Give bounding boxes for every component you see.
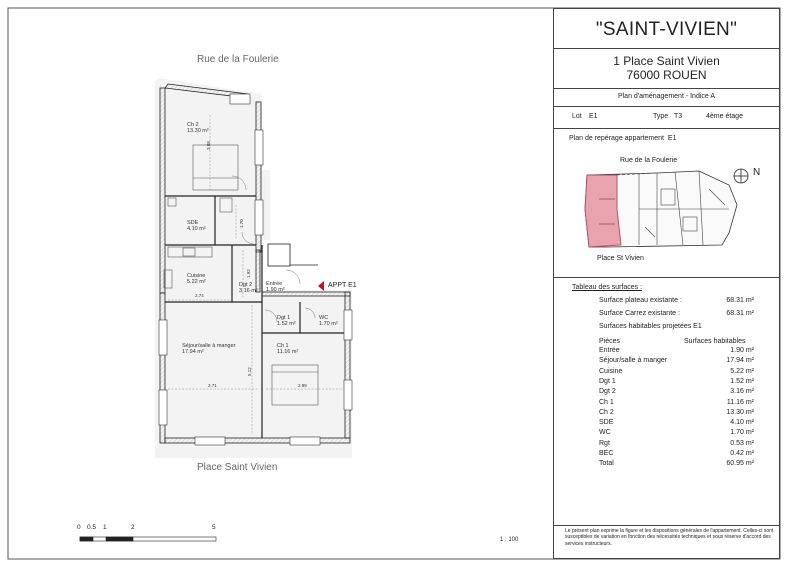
surface-row-value: 1.90 m² (730, 347, 754, 354)
location-plan-label: Plan de repérage appartement E1 (569, 135, 677, 142)
dim-ch2: 3.88 (206, 141, 211, 150)
dim-sejour: 3.71 (208, 383, 217, 388)
project-title: "SAINT-VIVIEN" (595, 19, 738, 40)
surface-row-piece: Dgt 2 (599, 388, 616, 396)
plateau-label: Surface plateau existante : (599, 297, 682, 304)
mini-street-bottom: Place St Vivien (597, 255, 644, 262)
surface-row-piece: Rgt (599, 439, 610, 447)
surface-row-value: 1.52 m² (730, 377, 754, 385)
address-line1: 1 Place Saint Vivien (613, 54, 720, 68)
north-label: N (753, 167, 761, 178)
mini-street-top: Rue de la Foulerie (620, 157, 678, 164)
dim-height: 5.12 (247, 367, 252, 376)
surface-row-value: 4.10 m² (730, 419, 754, 427)
surface-row-piece: Entrée (599, 347, 620, 354)
surface-row-piece: Dgt 1 (599, 377, 616, 385)
address-row (554, 49, 779, 89)
scale-tick-2: 2 (131, 524, 135, 531)
dim-dgt2: 1.92 (246, 269, 251, 278)
lot-value: E1 (589, 113, 598, 120)
plateau-value: 68.31 m² (726, 297, 754, 304)
room-label-dgt1: Dgt 1 1.52 m² (277, 315, 296, 328)
scale-tick-0: 0 (77, 524, 81, 531)
scale-tick-05: 0.5 (87, 524, 97, 531)
title-row (554, 9, 779, 49)
scale-ratio: 1 : 100 (500, 537, 519, 543)
street-bottom-label: Place Saint Vivien (197, 462, 278, 473)
plan-type-row (554, 89, 779, 107)
col-pieces: Pièces (599, 338, 621, 345)
footnote-divider (554, 525, 779, 526)
location-plan-row (554, 129, 779, 278)
surface-row-value: 0.53 m² (730, 439, 754, 447)
lot-label: Lot (572, 113, 582, 120)
appt-marker-label: APPT E1 (328, 282, 357, 289)
surface-row-piece: Ch 2 (599, 408, 614, 416)
room-label-dgt2: Dgt 2 3.16 m² (239, 282, 258, 295)
total-label: Total (599, 460, 614, 467)
carrez-value: 68.31 m² (726, 310, 754, 317)
surfaces-heading: Tableau des surfaces : (572, 284, 643, 291)
plan-type: Plan d'aménagement - Indice A (617, 93, 716, 100)
floor-label: 4ème étage (706, 113, 743, 120)
surface-row-value: 11.16 m² (726, 398, 754, 406)
north-arrow-icon (732, 167, 750, 185)
surface-row-value: 0.42 m² (730, 450, 754, 457)
type-label: Type (653, 113, 669, 120)
room-label-ch2: Ch 2 13.30 m² (187, 122, 209, 135)
total-value: 60.95 m² (726, 460, 754, 467)
surface-row-value: 3.16 m² (730, 388, 754, 396)
col-surfaces: Surfaces habitables (684, 338, 746, 345)
title-block (553, 8, 780, 559)
footnote: Le présent plan exprime la figure et les dispositions générales de l'appartement. Celles-ci sont susceptibles de variation en fonction des nécessités techniques et sous réserve d'accord des services instructeurs. (565, 528, 774, 547)
dim-sde: 1.70 (239, 219, 244, 228)
dim-cuisine: 2.74 (195, 293, 204, 298)
surface-row-piece: SDE (599, 419, 614, 427)
lot-row (554, 107, 779, 129)
room-label-ch1: Ch 1 11.16 m² (277, 343, 299, 356)
carrez-label: Surface Carrez existante : (599, 310, 680, 317)
surface-row-value: 13.30 m² (726, 408, 754, 416)
address-line2: 76000 ROUEN (626, 68, 707, 82)
habitable-heading: Surfaces habitables projetées E1 (599, 323, 702, 330)
surface-row-piece: Cuisine (599, 367, 623, 375)
surface-row-piece: WC (599, 429, 611, 437)
scale-tick-5: 5 (212, 524, 216, 531)
room-label-sejour: Séjour/salle à manger 17.94 m² (182, 343, 236, 356)
room-label-wc: WC 1.70 m² (319, 315, 338, 328)
street-top-label: Rue de la Foulerie (197, 54, 279, 65)
location-plan-map (579, 169, 749, 251)
surface-row-value: 5.22 m² (730, 367, 754, 375)
type-value: T3 (674, 113, 683, 120)
surface-row-value: 17.94 m² (726, 357, 754, 365)
room-label-sde: SDE 4.10 m² (187, 220, 206, 233)
surface-row-piece: Ch 1 (599, 398, 614, 406)
room-label-entree: Entrée 1.90 m² (266, 281, 285, 294)
dim-ch1: 2.99 (298, 383, 307, 388)
scale-tick-1: 1 (103, 524, 107, 531)
surface-row-piece: Séjour/salle à manger (599, 357, 668, 365)
surface-row-piece: BEC (599, 450, 614, 457)
surface-row-value: 1.70 m² (730, 429, 754, 437)
room-label-cuisine: Cuisine 5.22 m² (187, 273, 206, 286)
